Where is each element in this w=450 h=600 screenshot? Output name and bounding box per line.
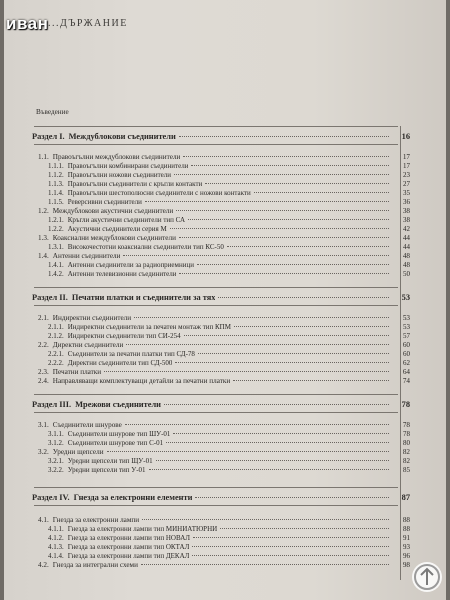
entry-title: Съединители за печатни платки тип СД-78 [67,350,195,358]
entry-page-number: 53 [401,293,410,302]
entry-title: Кръгли акустични съединители тип СА [67,216,185,224]
entry-page-number: 42 [403,225,410,233]
leader-dots [126,344,389,345]
leader-dots [104,371,389,372]
entry-number: 1.3. [38,234,49,242]
entry-page-number: 53 [402,314,410,322]
toc-entry [32,189,410,197]
entry-page-number: 98 [402,561,410,569]
entry-number: Раздел I. [32,132,65,141]
leader-dots [175,362,389,363]
leader-dots [233,380,389,381]
toc-entry [32,516,410,524]
leader-dots [218,297,389,298]
entry-number: 2.1.1. [48,323,64,331]
entry-number: 1.1.5. [48,198,64,206]
entry-number: 1.4.2. [48,270,64,278]
entry-page-number: 53 [403,323,410,331]
entry-page-number: 44 [402,234,410,242]
entry-number: 3.2.1. [48,457,64,465]
entry-number: 1.1.3. [48,180,64,188]
leader-dots [141,564,389,565]
toc-entry [32,466,410,474]
entry-title: Гнезда за електронни лампи тип НОВАЛ [67,534,191,542]
entry-page-number: 91 [403,534,410,542]
entry-number: 3.2. [38,448,49,456]
leader-dots [156,460,389,461]
toc-section-row [32,132,410,141]
entry-number: 1.2.1. [48,216,64,224]
entry-title: Правоъгълни съединители с кръгли контакти [67,180,203,188]
entry-title: Правоъгълни междублокови съединители [52,153,181,161]
toc-entry [32,261,410,269]
entry-number: Раздел III. [32,400,72,409]
leader-dots [149,469,389,470]
section-rule [34,144,398,145]
toc-entry [32,225,410,233]
entry-number: Раздел II. [32,293,68,302]
entry-title: Реверсивни съединители [67,198,142,206]
leader-dots [134,317,389,318]
entry-page-number: 93 [403,543,410,551]
entry-title: Направляващи комплектуващи детайли за печатни платки [52,377,231,385]
leader-dots [173,433,389,434]
toc-section-row [32,400,410,409]
toc-entry [32,457,410,465]
toc-entry [32,216,410,224]
toc-entry [32,180,410,188]
entry-title: Гнезда за електронни лампи тип МИНИАТЮРНИ [67,525,218,533]
leader-dots [195,497,389,498]
entry-number: 2.4. [38,377,49,385]
leader-dots [198,353,389,354]
entry-page-number: 88 [402,516,410,524]
leader-dots [179,273,389,274]
entry-title: Уредни щепсели тип ЩУ-01 [67,457,153,465]
intro-label: Въведение [36,108,69,116]
entry-page-number: 87 [401,493,410,502]
entry-title: Акустични съединители серия М [67,225,167,233]
leader-dots [192,555,389,556]
entry-number: Раздел IV. [32,493,70,502]
entry-title: Междублокови съединители [68,132,176,141]
toc-entry [32,341,410,349]
entry-title: Печатни платки [52,368,102,376]
section-rule [34,487,398,488]
toc-entry [32,561,410,569]
entry-number: 1.1.4. [48,189,64,197]
entry-title: Правоъгълни ножови съединители [67,171,171,179]
leader-dots [125,424,389,425]
leader-dots [193,537,389,538]
leader-dots [184,335,389,336]
entry-page-number: 78 [402,421,410,429]
leader-dots [254,192,389,193]
toc-entry [32,171,410,179]
entry-page-number: 88 [403,525,410,533]
entry-number: 4.1.1. [48,525,64,533]
entry-title: Уредни щепсели [52,448,104,456]
entry-title: Печатни платки и съединители за тях [71,293,216,302]
entry-page-number: 17 [403,162,410,170]
toc-entry [32,368,410,376]
toc-entry [32,207,410,215]
toc-entry [32,377,410,385]
toc-section-row [32,293,410,302]
entry-title: Съединители шнурове [52,421,122,429]
leader-dots [179,136,389,137]
entry-page-number: 38 [402,207,410,215]
leader-dots [179,237,389,238]
entry-number: 1.1. [38,153,49,161]
entry-title: Антенни съединители за радиоприемници [67,261,194,269]
leader-dots [170,228,389,229]
entry-page-number: 23 [403,171,410,179]
entry-number: 2.1.2. [48,332,64,340]
toc-entry [32,162,410,170]
section-rule [34,305,398,306]
toc-section-row [32,493,410,502]
toc-entry [32,270,410,278]
toc-entry [32,153,410,161]
leader-dots [205,183,389,184]
entry-title: Директни съединители тип СД-500 [67,359,173,367]
section-rule [34,412,398,413]
entry-title: Гнезда за електронни елементи [73,493,193,502]
toc-entry [32,525,410,533]
toc-entry [32,359,410,367]
entry-page-number: 27 [403,180,410,188]
leader-dots [123,255,389,256]
entry-number: 4.1.4. [48,552,64,560]
entry-number: 2.1. [38,314,49,322]
entry-page-number: 78 [403,430,410,438]
entry-number: 3.1.2. [48,439,64,447]
entry-number: 4.1.2. [48,534,64,542]
entry-number: 1.4. [38,252,49,260]
watermark-text: иван [6,14,49,33]
entry-title: Антенни съединители [52,252,121,260]
toc-entry [32,314,410,322]
entry-title: Индиректни съединители [52,314,132,322]
toc-entry [32,243,410,251]
toc-entry [32,430,410,438]
leader-dots [107,451,389,452]
entry-number: 1.3.1. [48,243,64,251]
leader-dots [166,442,389,443]
page-heading: ...ДЪРЖАНИЕ [48,18,128,29]
toc-entry [32,350,410,358]
entry-page-number: 85 [403,466,410,474]
section-rule [34,287,398,288]
leader-dots [183,156,389,157]
entry-number: 4.2. [38,561,49,569]
entry-title: Мрежови съединители [75,400,161,409]
toc-entry [32,439,410,447]
entry-page-number: 80 [403,439,410,447]
entry-number: 1.1.2. [48,171,64,179]
toc-entry [32,448,410,456]
entry-number: 3.1. [38,421,49,429]
entry-number: 3.2.2. [48,466,64,474]
entry-title: Гнезда за електронни лампи [52,516,140,524]
entry-title: Съединители шнурове тип С-01 [67,439,164,447]
entry-page-number: 62 [403,359,410,367]
entry-page-number: 74 [402,377,410,385]
entry-title: Индиректни съединители за печатен монтаж тип КПМ [67,323,231,331]
leader-dots [220,528,389,529]
entry-page-number: 36 [403,198,410,206]
leader-dots [191,165,389,166]
entry-page-number: 57 [403,332,410,340]
entry-number: 3.1.1. [48,430,64,438]
leader-dots [234,326,389,327]
entry-number: 4.1. [38,516,49,524]
leader-dots [188,219,389,220]
leader-dots [176,210,389,211]
entry-title: Междублокови акустични съединители [52,207,174,215]
toc-entry [32,323,410,331]
leader-dots [174,174,389,175]
entry-number: 2.2.1. [48,350,64,358]
entry-title: Правоъгълни шестополюсни съединители с ножови контакти [67,189,251,197]
book-page [4,0,446,600]
entry-title: Правоъгълни комбинирани съединители [67,162,189,170]
entry-page-number: 50 [403,270,410,278]
entry-number: 2.2.2. [48,359,64,367]
bazar-logo [410,560,444,594]
toc-entry [32,252,410,260]
entry-title: Гнезда за електронни лампи тип ОКТАЛ [67,543,190,551]
leader-dots [197,264,389,265]
section-rule [34,126,398,127]
entry-number: 1.2.2. [48,225,64,233]
entry-number: 1.2. [38,207,49,215]
entry-page-number: 35 [403,189,410,197]
leader-dots [192,546,389,547]
entry-page-number: 38 [403,216,410,224]
entry-title: Коаксиални междублокови съединители [52,234,176,242]
section-rule [34,505,398,506]
toc-entry [32,552,410,560]
toc-entry [32,332,410,340]
entry-title: Високочестотни коаксиални съединители тип КС-50 [67,243,224,251]
entry-page-number: 48 [403,261,410,269]
entry-title: Антенни телевизионни съединители [67,270,177,278]
intro-entry [36,108,416,116]
entry-page-number: 78 [401,400,410,409]
entry-page-number: 16 [401,132,410,141]
entry-page-number: 82 [403,457,410,465]
entry-page-number: 17 [402,153,410,161]
leader-dots [227,246,389,247]
leader-dots [145,201,389,202]
entry-title: Уредни щепсели тип У-01 [67,466,146,474]
toc-entry [32,234,410,242]
entry-number: 4.1.3. [48,543,64,551]
entry-title: Съединители шнурове тип ШУ-01 [67,430,171,438]
leader-dots [164,404,389,405]
entry-title: Индиректни съединители тип СИ-254 [67,332,181,340]
toc-entry [32,534,410,542]
toc-entry [32,543,410,551]
entry-page-number: 82 [402,448,410,456]
entry-page-number: 60 [403,350,410,358]
entry-page-number: 48 [402,252,410,260]
entry-title: Гнезда за електронни лампи тип ДЕКАЛ [67,552,190,560]
toc-entry [32,421,410,429]
leader-dots [142,519,389,520]
entry-page-number: 60 [402,341,410,349]
entry-page-number: 96 [403,552,410,560]
section-rule [34,394,398,395]
entry-page-number: 64 [402,368,410,376]
entry-number: 2.2. [38,341,49,349]
entry-title: Гнезда за интегрални схеми [52,561,138,569]
entry-page-number: 44 [403,243,410,251]
entry-number: 1.4.1. [48,261,64,269]
entry-number: 2.3. [38,368,49,376]
entry-title: Директни съединители [52,341,124,349]
toc-entry [32,198,410,206]
entry-number: 1.1.1. [48,162,64,170]
